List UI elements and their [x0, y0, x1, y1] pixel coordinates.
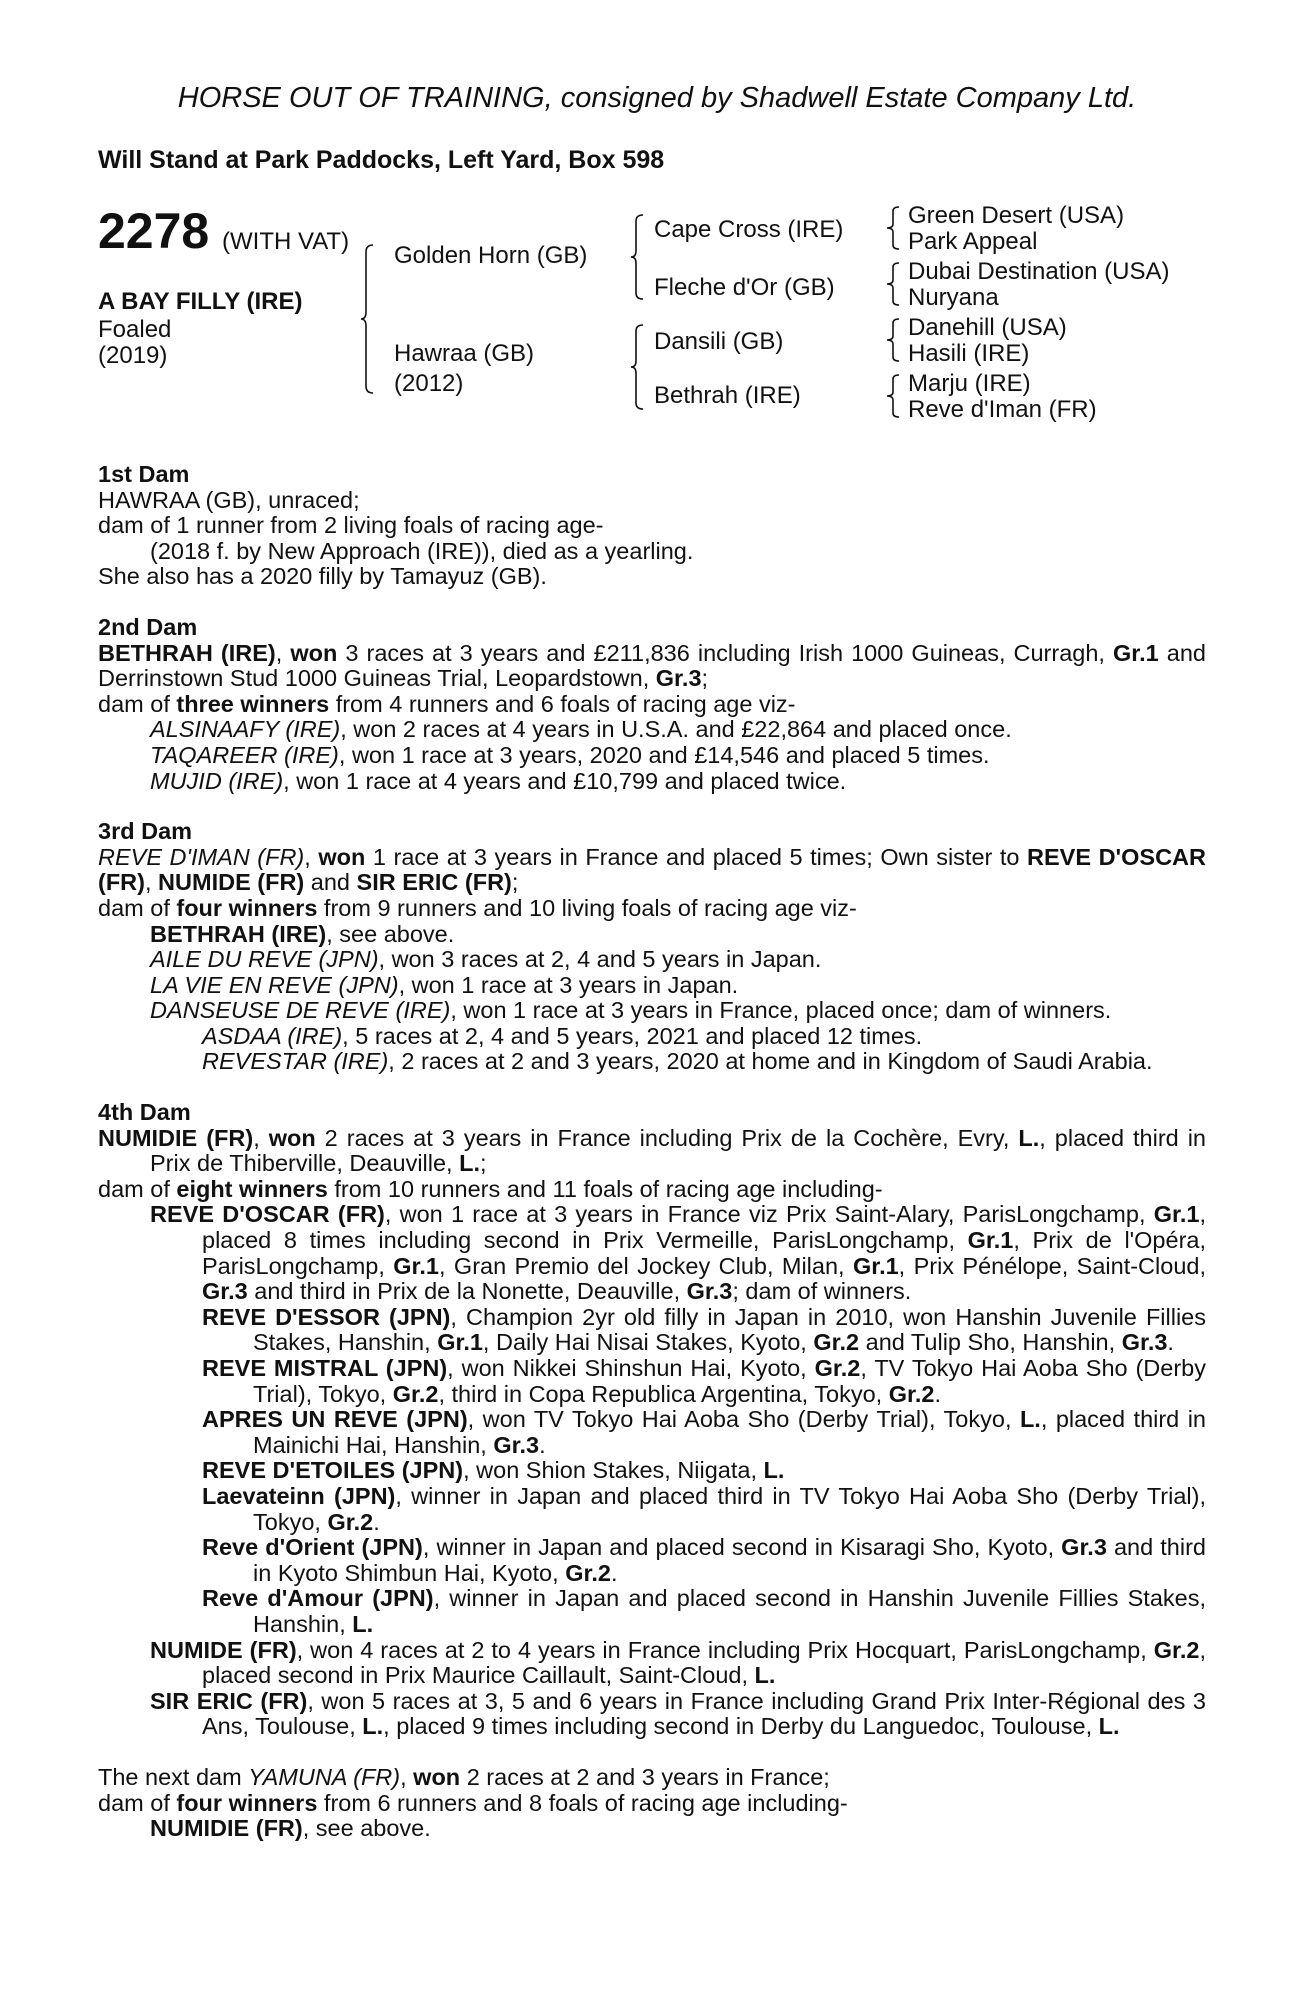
horse-name: ALSINAAFY (IRE)	[150, 716, 341, 743]
grade: Gr.3	[655, 665, 702, 692]
g3-7: Marju (IRE)	[908, 370, 1031, 397]
record-text: , won 1 race at 3 years in France, placed once; dam of winners.	[450, 997, 1112, 1024]
horse-name: SIR ERIC (FR)	[356, 869, 512, 896]
record-text: , won 1 race at 3 years, 2020 and £14,546 and placed 5 times.	[338, 741, 990, 768]
grand-progeny-line	[98, 1458, 1206, 1484]
grade: Gr.2	[565, 1559, 611, 1586]
grade: L.	[763, 1457, 785, 1484]
record-text: , placed 9 times including second in Derby du Languedoc, Toulouse,	[383, 1713, 1099, 1740]
record-text: , see above.	[326, 920, 455, 947]
grade: Gr.1	[852, 1252, 899, 1279]
horse-name: BETHRAH (IRE)	[98, 639, 276, 666]
won-word: won	[290, 639, 338, 666]
horse-name: REVE D'OSCAR (FR)	[98, 843, 1206, 896]
stand-location: Will Stand at Park Paddocks, Left Yard, Box 598	[98, 146, 665, 174]
record-text: from 4 runners and 6 foals of racing age viz-	[329, 690, 796, 717]
horse-name: SIR ERIC (FR)	[150, 1687, 308, 1714]
dam-sire: Dansili (GB)	[654, 328, 784, 355]
record-text: , Champion 2yr old filly in Japan in 2010, won Hanshin Juvenile Fillies Stakes, Hanshin,	[253, 1303, 1206, 1356]
dam-dam: Bethrah (IRE)	[654, 382, 801, 409]
pedigree-brace	[630, 214, 646, 300]
record-text: ,	[400, 1763, 414, 1790]
section-title: 1st Dam	[98, 461, 190, 487]
grade: Gr.2	[392, 1380, 439, 1407]
record-text: and	[304, 869, 357, 896]
progeny-line	[98, 1202, 1206, 1304]
dam-record	[98, 1765, 1206, 1791]
g3-8: Reve d'Iman (FR)	[908, 396, 1097, 423]
vat-note: (WITH VAT)	[222, 228, 350, 255]
dam-line: She also has a 2020 filly by Tamayuz (GB).	[98, 563, 547, 590]
record-text: , third in Copa Republica Argentina, Tokyo,	[438, 1380, 889, 1407]
horse-name: MUJID (IRE)	[150, 767, 284, 794]
foaled-year: (2019)	[98, 342, 168, 369]
record-text: , won 2 races at 4 years in U.S.A. and £22,864 and placed once.	[340, 716, 1012, 743]
horse-name: TAQAREER (IRE)	[150, 741, 339, 768]
grand-progeny-line	[98, 1305, 1206, 1356]
horse-name: APRES UN REVE (JPN)	[202, 1406, 468, 1433]
winners-count: three winners	[176, 690, 330, 717]
pedigree-brace	[360, 244, 376, 394]
record-text: , Prix Pénélope, Saint-Cloud,	[898, 1252, 1206, 1279]
record-text: ;	[480, 1150, 487, 1177]
grand-progeny-line	[98, 1407, 1206, 1458]
record-text: , Daily Hai Nisai Stakes, Kyoto,	[482, 1329, 814, 1356]
record-text: and Derrinstown Stud 1000 Guineas Trial, Leopardstown,	[98, 639, 1206, 692]
record-text: , winner in Japan and placed third in TV Tokyo Hai Aoba Sho (Derby Trial), Tokyo,	[253, 1482, 1206, 1535]
grand-progeny-line	[98, 1356, 1206, 1407]
dam-of-line	[98, 896, 1206, 922]
grand-progeny-line	[98, 1586, 1206, 1637]
dam-of-line	[98, 1177, 1206, 1203]
g3-2: Park Appeal	[908, 228, 1038, 255]
record-text: .	[934, 1380, 941, 1407]
record-text: , won 5 races at 3, 5 and 6 years in France including Grand Prix Inter-Régional des 3 Ans, Toulouse,	[202, 1687, 1206, 1740]
next-dam-section	[98, 1765, 1206, 1842]
section-title: 3rd Dam	[98, 818, 193, 845]
record-text: , won TV Tokyo Hai Aoba Sho (Derby Trial), Tokyo,	[467, 1406, 1020, 1433]
progeny-line	[98, 922, 1206, 948]
record-text: , 2 races at 2 and 3 years, 2020 at home and in Kingdom of Saudi Arabia.	[388, 1048, 1153, 1075]
record-text: 3 races at 3 years and £211,836 including Irish 1000 Guineas, Curragh,	[337, 639, 1113, 666]
dam-line: dam of 1 runner from 2 living foals of racing age-	[98, 512, 604, 539]
dam: Hawraa (GB)	[394, 340, 535, 367]
horse-name: REVE MISTRAL (JPN)	[202, 1355, 448, 1381]
record-text: ;	[511, 869, 519, 896]
g3-1: Green Desert (USA)	[908, 202, 1125, 229]
fourth-dam-section	[98, 1100, 1206, 1740]
record-text: , won Nikkei Shinshun Hai, Kyoto,	[447, 1355, 815, 1381]
grade: Gr.3	[493, 1431, 540, 1458]
dam-of-line	[98, 1791, 1206, 1817]
foaled-label: Foaled	[98, 316, 172, 343]
winners-count: four winners	[176, 1789, 318, 1816]
record-text: , won 3 races at 2, 4 and 5 years in Japan.	[378, 946, 822, 973]
dam-year: (2012)	[394, 370, 464, 397]
horse-name: LA VIE EN REVE (JPN)	[150, 971, 399, 998]
g3-6: Hasili (IRE)	[908, 340, 1030, 367]
record-text: , 5 races at 2, 4 and 5 years, 2021 and placed 12 times.	[342, 1022, 923, 1049]
winners-count: four winners	[176, 894, 318, 921]
horse-name: REVE D'IMAN (FR)	[98, 843, 305, 870]
page-title: HORSE OUT OF TRAINING, consigned by Shadwell Estate Company Ltd.	[177, 82, 1137, 114]
dam-line: (2018 f. by New Approach (IRE)), died as a yearling.	[150, 537, 694, 564]
progeny-line	[98, 769, 1206, 795]
record-text: .	[610, 1559, 618, 1586]
record-text: .	[1167, 1329, 1174, 1356]
record-text: 2 races at 2 and 3 years in France;	[460, 1763, 830, 1790]
grade: L.	[1018, 1124, 1040, 1151]
grade: Gr.3	[1061, 1534, 1107, 1561]
horse-name: Reve d'Amour (JPN)	[202, 1585, 434, 1612]
record-text: , Gran Premio del Jockey Club, Milan,	[439, 1252, 853, 1279]
record-text: , Prix de l'Opéra, ParisLongchamp,	[202, 1227, 1206, 1279]
grade: L.	[754, 1662, 776, 1689]
progeny-line	[98, 1689, 1206, 1740]
progeny-line	[98, 717, 1206, 743]
lot-number: 2278	[98, 203, 210, 259]
horse-name: Laevateinn (JPN)	[202, 1482, 396, 1509]
pedigree-brace	[630, 324, 646, 410]
horse-name: REVE D'OSCAR (FR)	[150, 1201, 385, 1228]
record-text: ;	[701, 665, 709, 692]
catalogue-body	[98, 462, 1206, 1867]
progeny-line	[98, 743, 1206, 769]
second-dam-section	[98, 615, 1206, 794]
record-text: , won 1 race at 3 years in Japan.	[398, 971, 739, 998]
horse-name: REVE D'ETOILES (JPN)	[202, 1457, 464, 1484]
horse-name: Reve d'Orient (JPN)	[202, 1534, 423, 1561]
section-title: 4th Dam	[98, 1099, 191, 1126]
horse-name: DANSEUSE DE REVE (IRE)	[150, 997, 451, 1024]
won-word: won	[268, 1124, 316, 1151]
progeny-line	[98, 1638, 1206, 1689]
record-text: , won Shion Stakes, Niigata,	[463, 1457, 764, 1484]
progeny-line	[98, 947, 1206, 973]
horse-name: REVE D'ESSOR (JPN)	[202, 1303, 451, 1330]
grade: Gr.3	[202, 1278, 248, 1305]
grade: Gr.2	[814, 1355, 861, 1381]
grade: Gr.3	[686, 1278, 733, 1305]
dam-line: HAWRAA (GB), unraced;	[98, 486, 360, 513]
record-text: ,	[144, 869, 159, 896]
progeny-line	[98, 998, 1206, 1024]
first-dam-section	[98, 462, 1206, 590]
horse-name: YAMUNA (FR)	[248, 1763, 401, 1790]
grade: L.	[362, 1713, 384, 1740]
record-text: , won 1 race at 4 years and £10,799 and placed twice.	[283, 767, 847, 794]
pedigree-block	[0, 200, 1314, 440]
record-text: and third in Kyoto Shimbun Hai, Kyoto,	[253, 1534, 1206, 1586]
winners-count: eight winners	[176, 1175, 328, 1202]
record-text: , TV Tokyo Hai Aoba Sho (Derby Trial), Tokyo,	[253, 1355, 1206, 1407]
grade: Gr.1	[1113, 639, 1159, 666]
record-text: 2 races at 3 years in France including Prix de la Cochère, Evry,	[315, 1124, 1019, 1151]
grade: Gr.2	[327, 1508, 374, 1535]
record-text: , won 1 race at 3 years in France viz Prix Saint-Alary, ParisLongchamp,	[384, 1201, 1154, 1228]
dam-record: NUMIDIE (FR), won 2 races at 3 years in France including Prix de la Cochère, Evry, L., placed third in Prix de Thiberville, Deauville, L.;	[98, 1124, 1206, 1177]
grade: Gr.1	[437, 1329, 483, 1356]
record-text: and third in Prix de la Nonette, Deauville,	[247, 1278, 687, 1305]
record-text: , placed second in Prix Maurice Caillault, Saint-Cloud,	[202, 1636, 1206, 1689]
grade: L.	[1019, 1406, 1041, 1433]
record-text: and Tulip Sho, Hanshin,	[859, 1329, 1122, 1356]
record-text: , see above.	[302, 1815, 431, 1842]
horse-name: NUMIDE (FR)	[150, 1636, 297, 1663]
pedigree-brace	[886, 206, 902, 250]
record-text: The next dam	[98, 1763, 249, 1790]
record-text: dam of	[98, 1789, 177, 1816]
horse-name: BETHRAH (IRE)	[150, 920, 327, 947]
grand-progeny-line	[98, 1049, 1206, 1075]
section-title: 2nd Dam	[98, 613, 198, 640]
pedigree-brace	[886, 262, 902, 306]
won-word: won	[318, 843, 366, 870]
record-text: dam of	[98, 894, 177, 921]
grand-progeny-line	[98, 1024, 1206, 1050]
horse-name: REVESTAR (IRE)	[202, 1048, 389, 1075]
g3-3: Dubai Destination (USA)	[908, 258, 1170, 285]
dam-of-line	[98, 692, 1206, 718]
record-text: from 10 runners and 11 foals of racing age including-	[327, 1175, 883, 1202]
pedigree-brace	[886, 318, 902, 362]
grade: Gr.1	[967, 1227, 1014, 1254]
grade: L.	[1098, 1713, 1120, 1740]
grade: Gr.2	[888, 1380, 935, 1407]
pedigree-brace	[886, 374, 902, 418]
grade: Gr.3	[1121, 1329, 1168, 1356]
horse-name: ASDAA (IRE)	[202, 1022, 343, 1049]
grade: L.	[352, 1610, 374, 1637]
sire-dam: Fleche d'Or (GB)	[654, 274, 835, 301]
record-text: , placed 8 times including second in Prix Vermeille, ParisLongchamp,	[202, 1201, 1206, 1254]
record-text: .	[539, 1431, 546, 1458]
record-text: from 9 runners and 10 living foals of racing age viz-	[317, 894, 857, 921]
record-text: , placed third in Prix de Thiberville, Deauville,	[150, 1124, 1206, 1177]
record-text: , winner in Japan and placed second in Hanshin Juvenile Fillies Stakes, Hanshin,	[253, 1585, 1206, 1637]
record-text: , won 4 races at 2 to 4 years in France including Prix Hocquart, ParisLongchamp,	[296, 1636, 1154, 1663]
grade: Gr.1	[393, 1252, 439, 1279]
g3-4: Nuryana	[908, 284, 999, 311]
record-text: dam of	[98, 690, 177, 717]
horse-name: AILE DU REVE (JPN)	[150, 946, 379, 973]
grade: L.	[459, 1150, 481, 1177]
third-dam-section	[98, 819, 1206, 1075]
horse-name: NUMIDIE (FR)	[98, 1124, 254, 1151]
grand-progeny-line	[98, 1484, 1206, 1535]
progeny-line	[98, 973, 1206, 999]
horse-name: A BAY FILLY (IRE)	[98, 288, 303, 315]
dam-record: BETHRAH (IRE), won 3 races at 3 years and £211,836 including Irish 1000 Guineas, Curragh, Gr.1 and Derrinstown Stud 1000 Guineas Trial, Leopardstown, Gr.3;	[98, 639, 1206, 692]
record-text: dam of	[98, 1175, 177, 1202]
horse-name: NUMIDE (FR)	[158, 869, 305, 896]
grade: Gr.1	[1153, 1201, 1200, 1228]
horse-name: NUMIDIE (FR)	[150, 1815, 303, 1842]
g3-5: Danehill (USA)	[908, 314, 1067, 341]
record-text: ; dam of winners.	[732, 1278, 912, 1305]
record-text: 1 race at 3 years in France and placed 5 times; Own sister to	[365, 843, 1028, 870]
progeny-line	[98, 1816, 1206, 1842]
sire-sire: Cape Cross (IRE)	[654, 216, 844, 243]
record-text: , winner in Japan and placed second in Kisaragi Sho, Kyoto,	[422, 1534, 1062, 1561]
grade: Gr.2	[813, 1329, 860, 1356]
dam-record: REVE D'IMAN (FR), won 1 race at 3 years in France and placed 5 times; Own sister to REVE D'OSCAR (FR), NUMIDE (FR) and SIR ERIC (FR);	[98, 843, 1206, 896]
record-text: from 6 runners and 8 foals of racing age including-	[317, 1789, 848, 1816]
sire: Golden Horn (GB)	[394, 242, 588, 269]
grade: Gr.2	[1153, 1636, 1200, 1663]
won-word: won	[413, 1763, 461, 1790]
record-text: .	[373, 1508, 380, 1535]
record-text: , placed third in Mainichi Hai, Hanshin,	[253, 1406, 1207, 1458]
grand-progeny-line	[98, 1535, 1206, 1586]
